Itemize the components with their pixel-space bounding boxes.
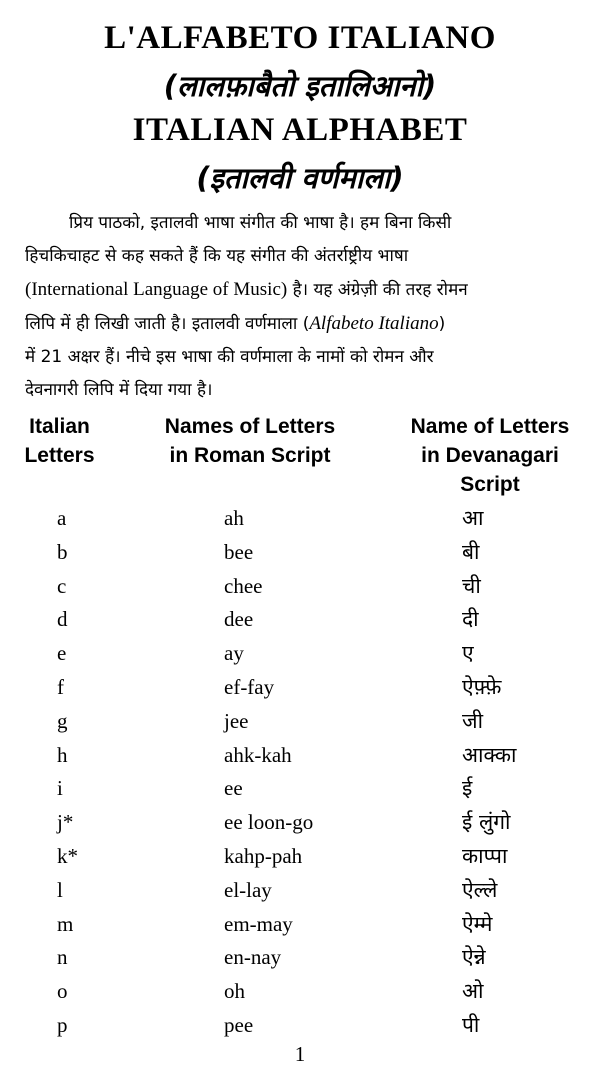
header-text: Letters (24, 444, 95, 467)
roman-cell: el-lay (224, 877, 272, 902)
devanagari-cell: आक्का (462, 742, 517, 767)
table-row (0, 874, 600, 908)
letter-cell: k* (57, 843, 78, 868)
intro-italic-phrase: Alfabeto Italiano (309, 313, 439, 334)
roman-cell: ee (224, 776, 243, 801)
roman-cell: oh (224, 979, 245, 1004)
letter-cell: i (57, 776, 63, 801)
letter-cell: f (57, 674, 64, 699)
roman-cell: chee (224, 573, 263, 598)
title-italian: L'ALFABETO ITALIANO (104, 20, 496, 56)
header-italian-letters (12, 412, 107, 470)
roman-cell: en-nay (224, 945, 282, 970)
letter-cell: l (57, 877, 63, 902)
header-text: Names of Letters (164, 415, 336, 438)
table-row (0, 941, 600, 975)
table-row (0, 840, 600, 874)
roman-cell: ay (224, 641, 244, 666)
table-row (0, 1009, 600, 1043)
devanagari-cell: बी (462, 539, 480, 564)
devanagari-cell: ई (462, 776, 473, 801)
intro-line (25, 307, 580, 341)
devanagari-cell: ऐफ़्फ़े (462, 674, 502, 699)
table-row (0, 502, 600, 536)
letter-cell: p (57, 1012, 68, 1037)
table-row (0, 975, 600, 1009)
title-hindi: (इतालवी वर्णमाला) (196, 161, 404, 195)
header-roman-names (150, 412, 350, 470)
roman-cell: ahk-kah (224, 742, 292, 767)
devanagari-cell: ए (462, 641, 474, 666)
table-row (0, 671, 600, 705)
table-row (0, 536, 600, 570)
devanagari-cell: ओ (462, 979, 484, 1004)
devanagari-cell: ची (462, 573, 481, 598)
roman-cell: jee (224, 708, 249, 733)
devanagari-cell: आ (462, 506, 484, 530)
devanagari-cell: ऐम्मे (462, 911, 493, 936)
letter-cell: m (57, 911, 74, 936)
letter-cell: c (57, 573, 67, 598)
devanagari-cell: ऐल्ले (462, 877, 498, 902)
table-row (0, 739, 600, 773)
letter-cell: b (57, 539, 68, 564)
header-devanagari-names (395, 412, 585, 499)
alphabet-table (0, 502, 600, 1043)
table-row (0, 705, 600, 739)
devanagari-cell: पी (462, 1012, 480, 1037)
devanagari-cell: ई लुंगो (462, 810, 511, 835)
letter-cell: e (57, 641, 67, 666)
intro-line-start: लिपि में ही लिखी जाती है। इतालवी वर्णमाला ( (25, 314, 310, 334)
devanagari-cell: जी (462, 708, 484, 733)
header-text: Script (460, 473, 520, 496)
devanagari-cell: दी (462, 607, 479, 632)
header-text: Italian (29, 415, 90, 438)
roman-cell: kahp-pah (224, 843, 303, 868)
roman-cell: bee (224, 539, 254, 564)
roman-cell: ah (224, 506, 244, 530)
intro-line: में 21 अक्षर हैं। नीचे इस भाषा की वर्णमाला के नामों को रोमन और (25, 347, 434, 367)
letter-cell: j* (57, 810, 74, 835)
roman-cell: pee (224, 1012, 254, 1037)
roman-cell: em-may (224, 911, 293, 936)
intro-line: प्रिय पाठको, इतालवी भाषा संगीत की भाषा है। हम बिना किसी (69, 213, 452, 233)
table-row (0, 570, 600, 604)
table-row (0, 603, 600, 637)
intro-latin-phrase: (International Language of Music) (25, 279, 288, 300)
intro-line-end: ) (438, 314, 446, 334)
letter-cell: d (57, 607, 68, 632)
intro-line: हिचकिचाहट से कह सकते हैं कि यह संगीत की अंतर्राष्ट्रीय भाषा (25, 246, 409, 266)
header-text: in Devanagari (421, 444, 559, 467)
devanagari-cell: ऐन्ने (462, 945, 486, 970)
intro-line (25, 273, 580, 307)
title-italian-devanagari: (लालफ़ाबैतो इतालिआनो) (163, 69, 437, 103)
table-row (0, 772, 600, 806)
title-english: ITALIAN ALPHABET (132, 112, 468, 148)
intro-line: देवनागरी लिपि में दिया गया है। (25, 380, 213, 400)
devanagari-cell: काप्पा (462, 843, 508, 868)
header-text: in Roman Script (169, 444, 331, 467)
intro-paragraph (25, 207, 580, 407)
letter-cell: a (57, 506, 67, 530)
letter-cell: h (57, 742, 68, 767)
letter-cell: o (57, 979, 68, 1004)
table-row (0, 908, 600, 942)
letter-cell: n (57, 945, 68, 970)
page-number: 1 (294, 1042, 306, 1066)
intro-line-rest: है। यह अंग्रेज़ी की तरह रोमन (287, 280, 468, 300)
roman-cell: dee (224, 607, 254, 632)
letter-cell: g (57, 708, 68, 733)
roman-cell: ef-fay (224, 674, 275, 699)
table-row (0, 806, 600, 840)
roman-cell: ee loon-go (224, 810, 314, 835)
table-row (0, 637, 600, 671)
header-text: Name of Letters (410, 415, 570, 438)
